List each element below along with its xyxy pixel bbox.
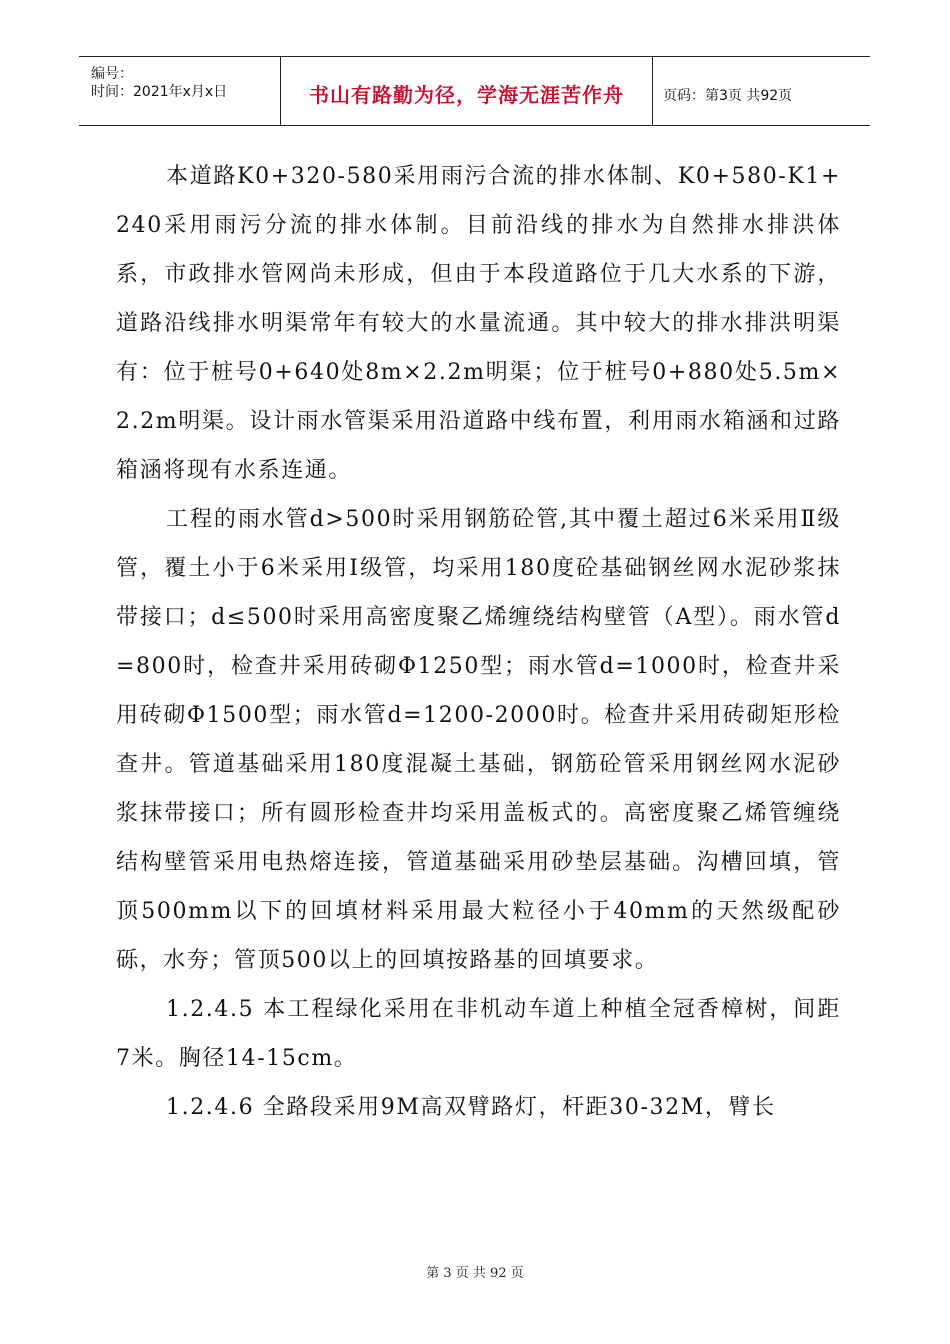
paragraph-greening: 1.2.4.5 本工程绿化采用在非机动车道上种植全冠香樟树，间距7米。胸径14-15cm。 bbox=[116, 997, 841, 1071]
paragraph-drainage-system: 本道路K0+320-580采用雨污合流的排水体制、K0+580-K1+240采用雨污分流的排水体制。目前沿线的排水为自然排水排洪体系，市政排水管网尚未形成，但由于本段道路位于几大水系的下游，道路沿线排水明渠常年有较大的水量流通。其中较大的排水排洪明渠有：位于桩号0+640处8m×2.2m明渠；位于桩号0+880处5.5m×2.2m明渠。设计雨水管渠采用沿道路中线布置，利用雨水箱涵和过路箱涵将现有水系连通。 bbox=[116, 164, 841, 483]
header-page-cell bbox=[653, 57, 870, 125]
paragraph-street-lights: 1.2.4.6 全路段采用9M高双臂路灯，杆距30-32M，臂长 bbox=[166, 1095, 776, 1120]
header-page-info: 页码：第3页 共92页 bbox=[663, 88, 793, 104]
header-meta-cell bbox=[79, 57, 281, 125]
paragraph-rainwater-pipes: 工程的雨水管d>500时采用钢筋砼管,其中覆土超过6米采用Ⅱ级管，覆土小于6米采用Ⅰ级管，均采用180度砼基础钢丝网水泥砂浆抹带接口；d≤500时采用高密度聚乙烯缠绕结构壁管（A型）。雨水管d=800时，检查井采用砖砌Φ1250型；雨水管d=1000时，检查井采用砖砌Φ1500型；雨水管d=1200-2000时。检查井采用砖砌矩形检查井。管道基础采用180度混凝土基础，钢筋砼管采用钢丝网水泥砂浆抹带接口；所有圆形检查井均采用盖板式的。高密度聚乙烯管缠绕结构壁管采用电热熔连接，管道基础采用砂垫层基础。沟槽回填，管顶500mm以下的回填材料采用最大粒径小于40mm的天然级配砂砾，水夯；管顶500以上的回填按路基的回填要求。 bbox=[116, 507, 841, 973]
header-motto-cell bbox=[281, 57, 653, 125]
document-body bbox=[116, 152, 841, 1132]
time-label: 时间：2021年x月x日 bbox=[91, 84, 228, 100]
motto-text: 书山有路勤为径，学海无涯苦作舟 bbox=[309, 83, 624, 107]
header-table bbox=[79, 56, 870, 126]
doc-number-label: 编号： bbox=[91, 66, 133, 82]
page-footer: 第 3 页 共 92 页 bbox=[426, 1266, 524, 1281]
